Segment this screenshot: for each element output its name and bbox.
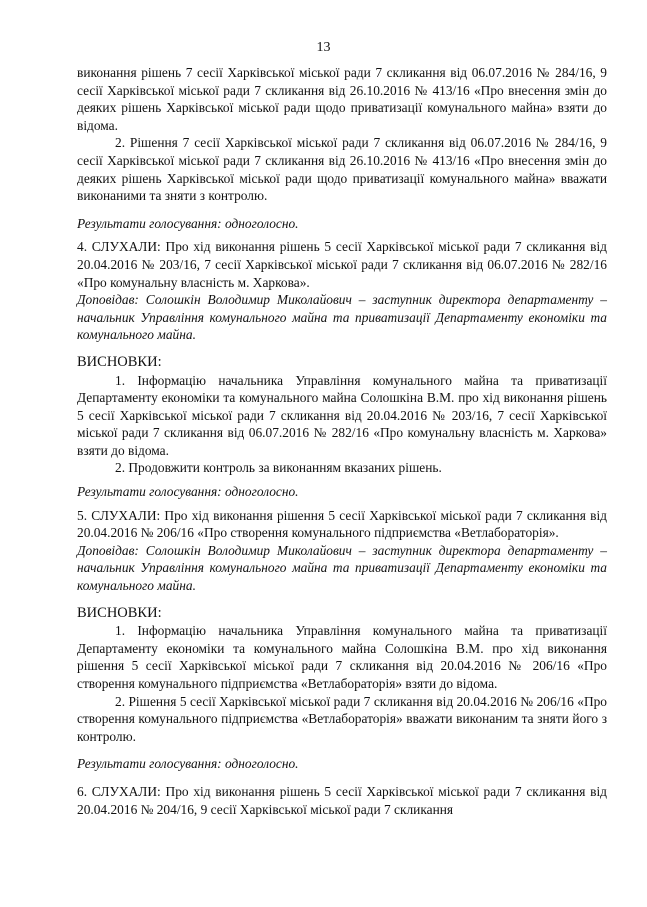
speaker-note: Доповідав: Солошкін Володимир Миколайович – заступник директора департаменту – начальник Управління комунального майна та приватизації Департаменту економіки та комунального майна. [77, 292, 607, 343]
document-body [77, 64, 607, 818]
paragraph: 1. Інформацію начальника Управління комунального майна та приватизації Департаменту економіки та комунального майна Солошкіна В.М. про хід виконання рішення 5 сесії Харківської міської ради 7 скликання від 20.04.2016 № 206/16 «Про створення комунального підприємства «Ветлабораторія» взяти до відома. [77, 623, 607, 691]
conclusions-heading: ВИСНОВКИ: [77, 604, 162, 621]
paragraph: 2. Продовжити контроль за виконанням вказаних рішень. [115, 460, 442, 476]
agenda-item: 6. СЛУХАЛИ: Про хід виконання рішень 5 сесії Харківської міської ради 7 скликання від 20.04.2016 № 204/16, 9 сесії Харківської міської ради 7 скликання [77, 783, 607, 817]
voting-result: Результати голосування: одноголосно. [77, 484, 299, 500]
paragraph: 2. Рішення 5 сесії Харківської міської ради 7 скликання від 20.04.2016 № 206/16 «Про створення комунального підприємства «Ветлабораторія» вважати виконаним та зняти його з контролю. [77, 693, 607, 744]
paragraph: 2. Рішення 7 сесії Харківської міської ради 7 скликання від 06.07.2016 № 284/16, 9 сесії Харківської міської ради 7 скликання від 26.10.2016 № 413/16 «Про внесення змін до деяких рішень Харківської міської ради щодо приватизації комунального майна» вважати виконаними та зняти з контролю. [77, 135, 607, 204]
paragraph: виконання рішень 7 сесії Харківської міської ради 7 скликання від 06.07.2016 № 284/16, 9 сесії Харківської міської ради 7 скликання від 26.10.2016 № 413/16 «Про внесення змін до деяких рішень Харківської міської ради щодо приватизації комунального майна» взяти до відома. [77, 65, 607, 133]
conclusions-heading: ВИСНОВКИ: [77, 353, 162, 370]
voting-result: Результати голосування: одноголосно. [77, 756, 299, 772]
voting-result: Результати голосування: одноголосно. [77, 215, 299, 231]
speaker-note: Доповідав: Солошкін Володимир Миколайович – заступник директора департаменту – начальник Управління комунального майна та приватизації Департаменту економіки та комунального майна. [77, 542, 607, 594]
agenda-item: 5. СЛУХАЛИ: Про хід виконання рішення 5 сесії Харківської міської ради 7 скликання від 20.04.2016 № 206/16 «Про створення комунального підприємства «Ветлабораторія». [77, 507, 607, 541]
paragraph: 1. Інформацію начальника Управління комунального майна та приватизації Департаменту економіки та комунального майна Солошкіна В.М. про хід виконання рішень 5 сесії Харківської міської ради 7 скликання від 20.04.2016 № 203/16, 7 сесії Харківської міської ради 7 скликання від 06.07.2016 № 282/16 «Про комунальну власність м. Харкова» взяти до відома. [77, 372, 607, 458]
agenda-item: 4. СЛУХАЛИ: Про хід виконання рішень 5 сесії Харківської міської ради 7 скликання від 20.04.2016 № 203/16, 7 сесії Харківської міської ради 7 скликання від 06.07.2016 № 282/16 «Про комунальну власність м. Харкова». [77, 239, 607, 290]
page-number: 13 [316, 40, 331, 55]
